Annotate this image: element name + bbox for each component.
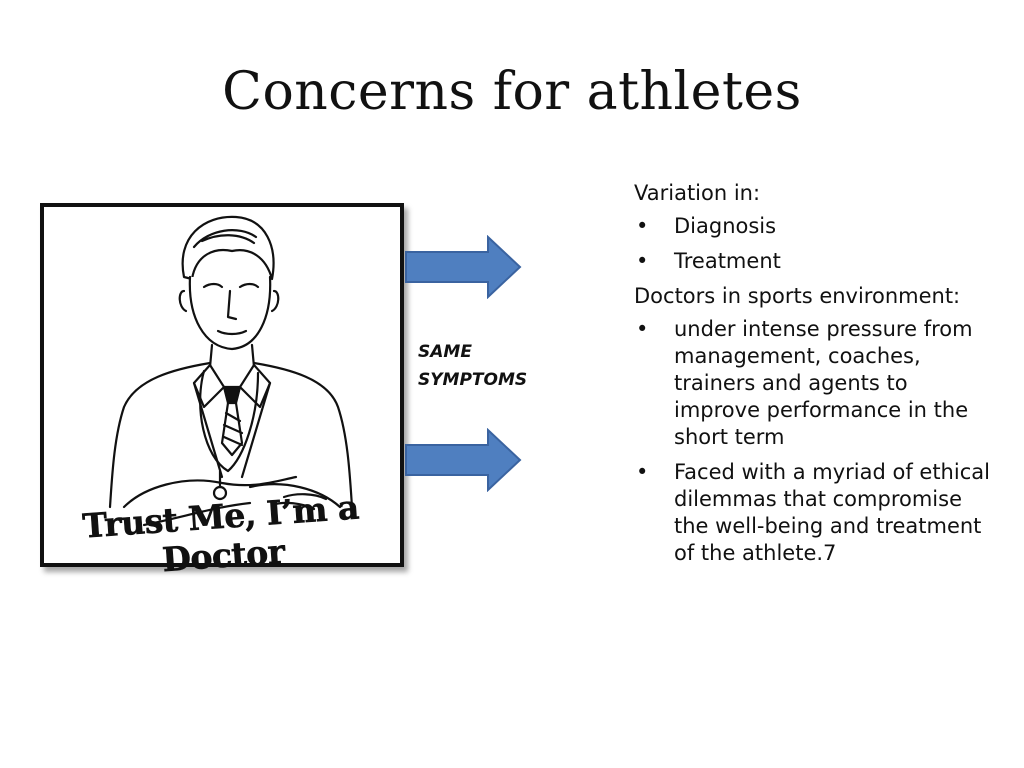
list-item bbox=[634, 213, 994, 240]
bullet-icon: • bbox=[636, 249, 649, 273]
doctors-heading: Doctors in sports environment: bbox=[634, 284, 961, 308]
slide-title: Concerns for athletes bbox=[222, 62, 802, 122]
bullet-icon: • bbox=[636, 317, 649, 341]
same-symptoms-line-1: SAME bbox=[418, 342, 472, 362]
slide-content bbox=[634, 180, 994, 575]
bullet-icon: • bbox=[636, 214, 649, 238]
arrow-right-top-icon bbox=[404, 235, 524, 299]
list-item bbox=[634, 316, 994, 451]
list-item bbox=[634, 459, 994, 567]
same-symptoms-line-2: SYMPTOMS bbox=[418, 370, 528, 390]
list-item bbox=[634, 248, 994, 275]
variation-list bbox=[634, 213, 994, 275]
arrow-right-bottom-icon bbox=[404, 428, 524, 492]
list-item-text: Faced with a myriad of ethical dilemmas that compromise the well-being and treatment of the athlete.7 bbox=[674, 460, 990, 565]
doctors-list bbox=[634, 316, 994, 567]
same-symptoms-label bbox=[418, 338, 527, 394]
doctor-image-frame bbox=[40, 203, 404, 580]
bullet-icon: • bbox=[636, 460, 649, 484]
list-item-text: Diagnosis bbox=[674, 214, 777, 238]
list-item-text: under intense pressure from management, coaches, trainers and agents to improve performance in the short term bbox=[674, 317, 973, 449]
list-item-text: Treatment bbox=[674, 249, 781, 273]
doctor-caption: Trust Me, I’m a Doctor bbox=[81, 487, 360, 580]
variation-heading: Variation in: bbox=[634, 181, 761, 205]
